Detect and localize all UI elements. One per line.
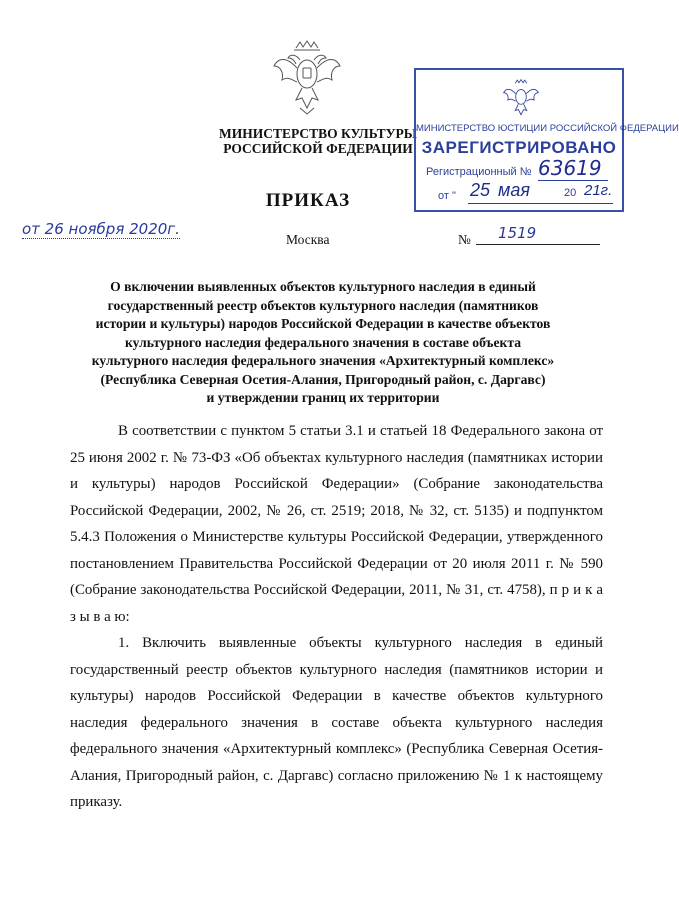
ministry-line-2: РОССИЙСКОЙ ФЕДЕРАЦИИ [223,141,413,156]
heading-line: и утверждении границ их территории [206,390,440,405]
stamp-date-prefix: от " [438,190,456,202]
stamp-date-month: мая [498,180,530,200]
heading-line: культурного наследия федерального значения «Архитектурный комплекс» [91,353,555,368]
stamp-date-day: 25 [470,180,491,200]
order-body [70,418,603,816]
order-date: от 26 ноября 2020г. [22,220,180,238]
order-number: 1519 [498,224,537,242]
russian-coat-of-arms-icon [272,38,342,118]
stamp-reg-number: 63619 [538,156,608,181]
heading-line: истории и культуры) народов Российской Федерации в качестве объектов [95,316,551,331]
document-type: ПРИКАЗ [265,190,351,211]
stamp-date-underline [468,203,613,204]
stamp-date-year: 21г. [584,182,613,199]
stamp-date-year-prefix: 20 [564,187,577,199]
order-heading [70,278,576,408]
ministry-name [208,126,428,156]
preamble-paragraph: В соответствии с пунктом 5 статьи 3.1 и статьей 18 Федерального закона от 25 июня 2002 г. № 73-ФЗ «Об объектах культурного наследия (памятниках истории и культуры) народов Российской Федерации» (Собрание законодательства Российской Федерации, 2002, № 26, ст. 2519; 2018, № 32, ст. 5135) и подпунктом 5.4.3 Положения о Министерстве культуры Российской Федерации, утвержденного постановлением Правительства Российской Федерации от 20 июля 2011 г. № 590 (Собрание законодательства Российской Федерации, 2011, № 31, ст. 4758), п р и к а з ы в а ю: [70,423,603,625]
ministry-line-1: МИНИСТЕРСТВО КУЛЬТУРЫ [218,126,418,141]
heading-line: (Республика Северная Осетия-Алания, Пригородный район, с. Даргавс) [100,371,546,387]
order-item-1: 1. Включить выявленные объекты культурного наследия в единый государственный реестр объектов культурного наследия (памятников истории и культуры) народов Российской Федерации в качестве объектов культурного наследия федерального значения в составе объекта культурного наследия федерального значения «Архитектурный комплекс» (Республика Северная Осетия-Алания, Пригородный район, с. Даргавс) согласно приложению № 1 к настоящему приказу. [70,635,603,810]
stamp-status: ЗАРЕГИСТРИРОВАНО [421,138,617,157]
order-number-line [476,244,600,245]
stamp-reg-label: Регистрационный № [426,166,532,178]
heading-line: государственный реестр объектов культурного наследия (памятников [107,297,539,313]
stamp-emblem-icon [502,78,540,120]
heading-line: культурного наследия федерального значения в составе объекта [124,334,521,350]
order-number-label: № [458,232,471,247]
order-city: Москва [286,232,330,247]
stamp-ministry: МИНИСТЕРСТВО ЮСТИЦИИ РОССИЙСКОЙ ФЕДЕРАЦИИ [416,123,679,134]
heading-line: О включении выявленных объектов культурного наследия в единый [110,279,536,294]
registration-stamp [414,68,679,212]
